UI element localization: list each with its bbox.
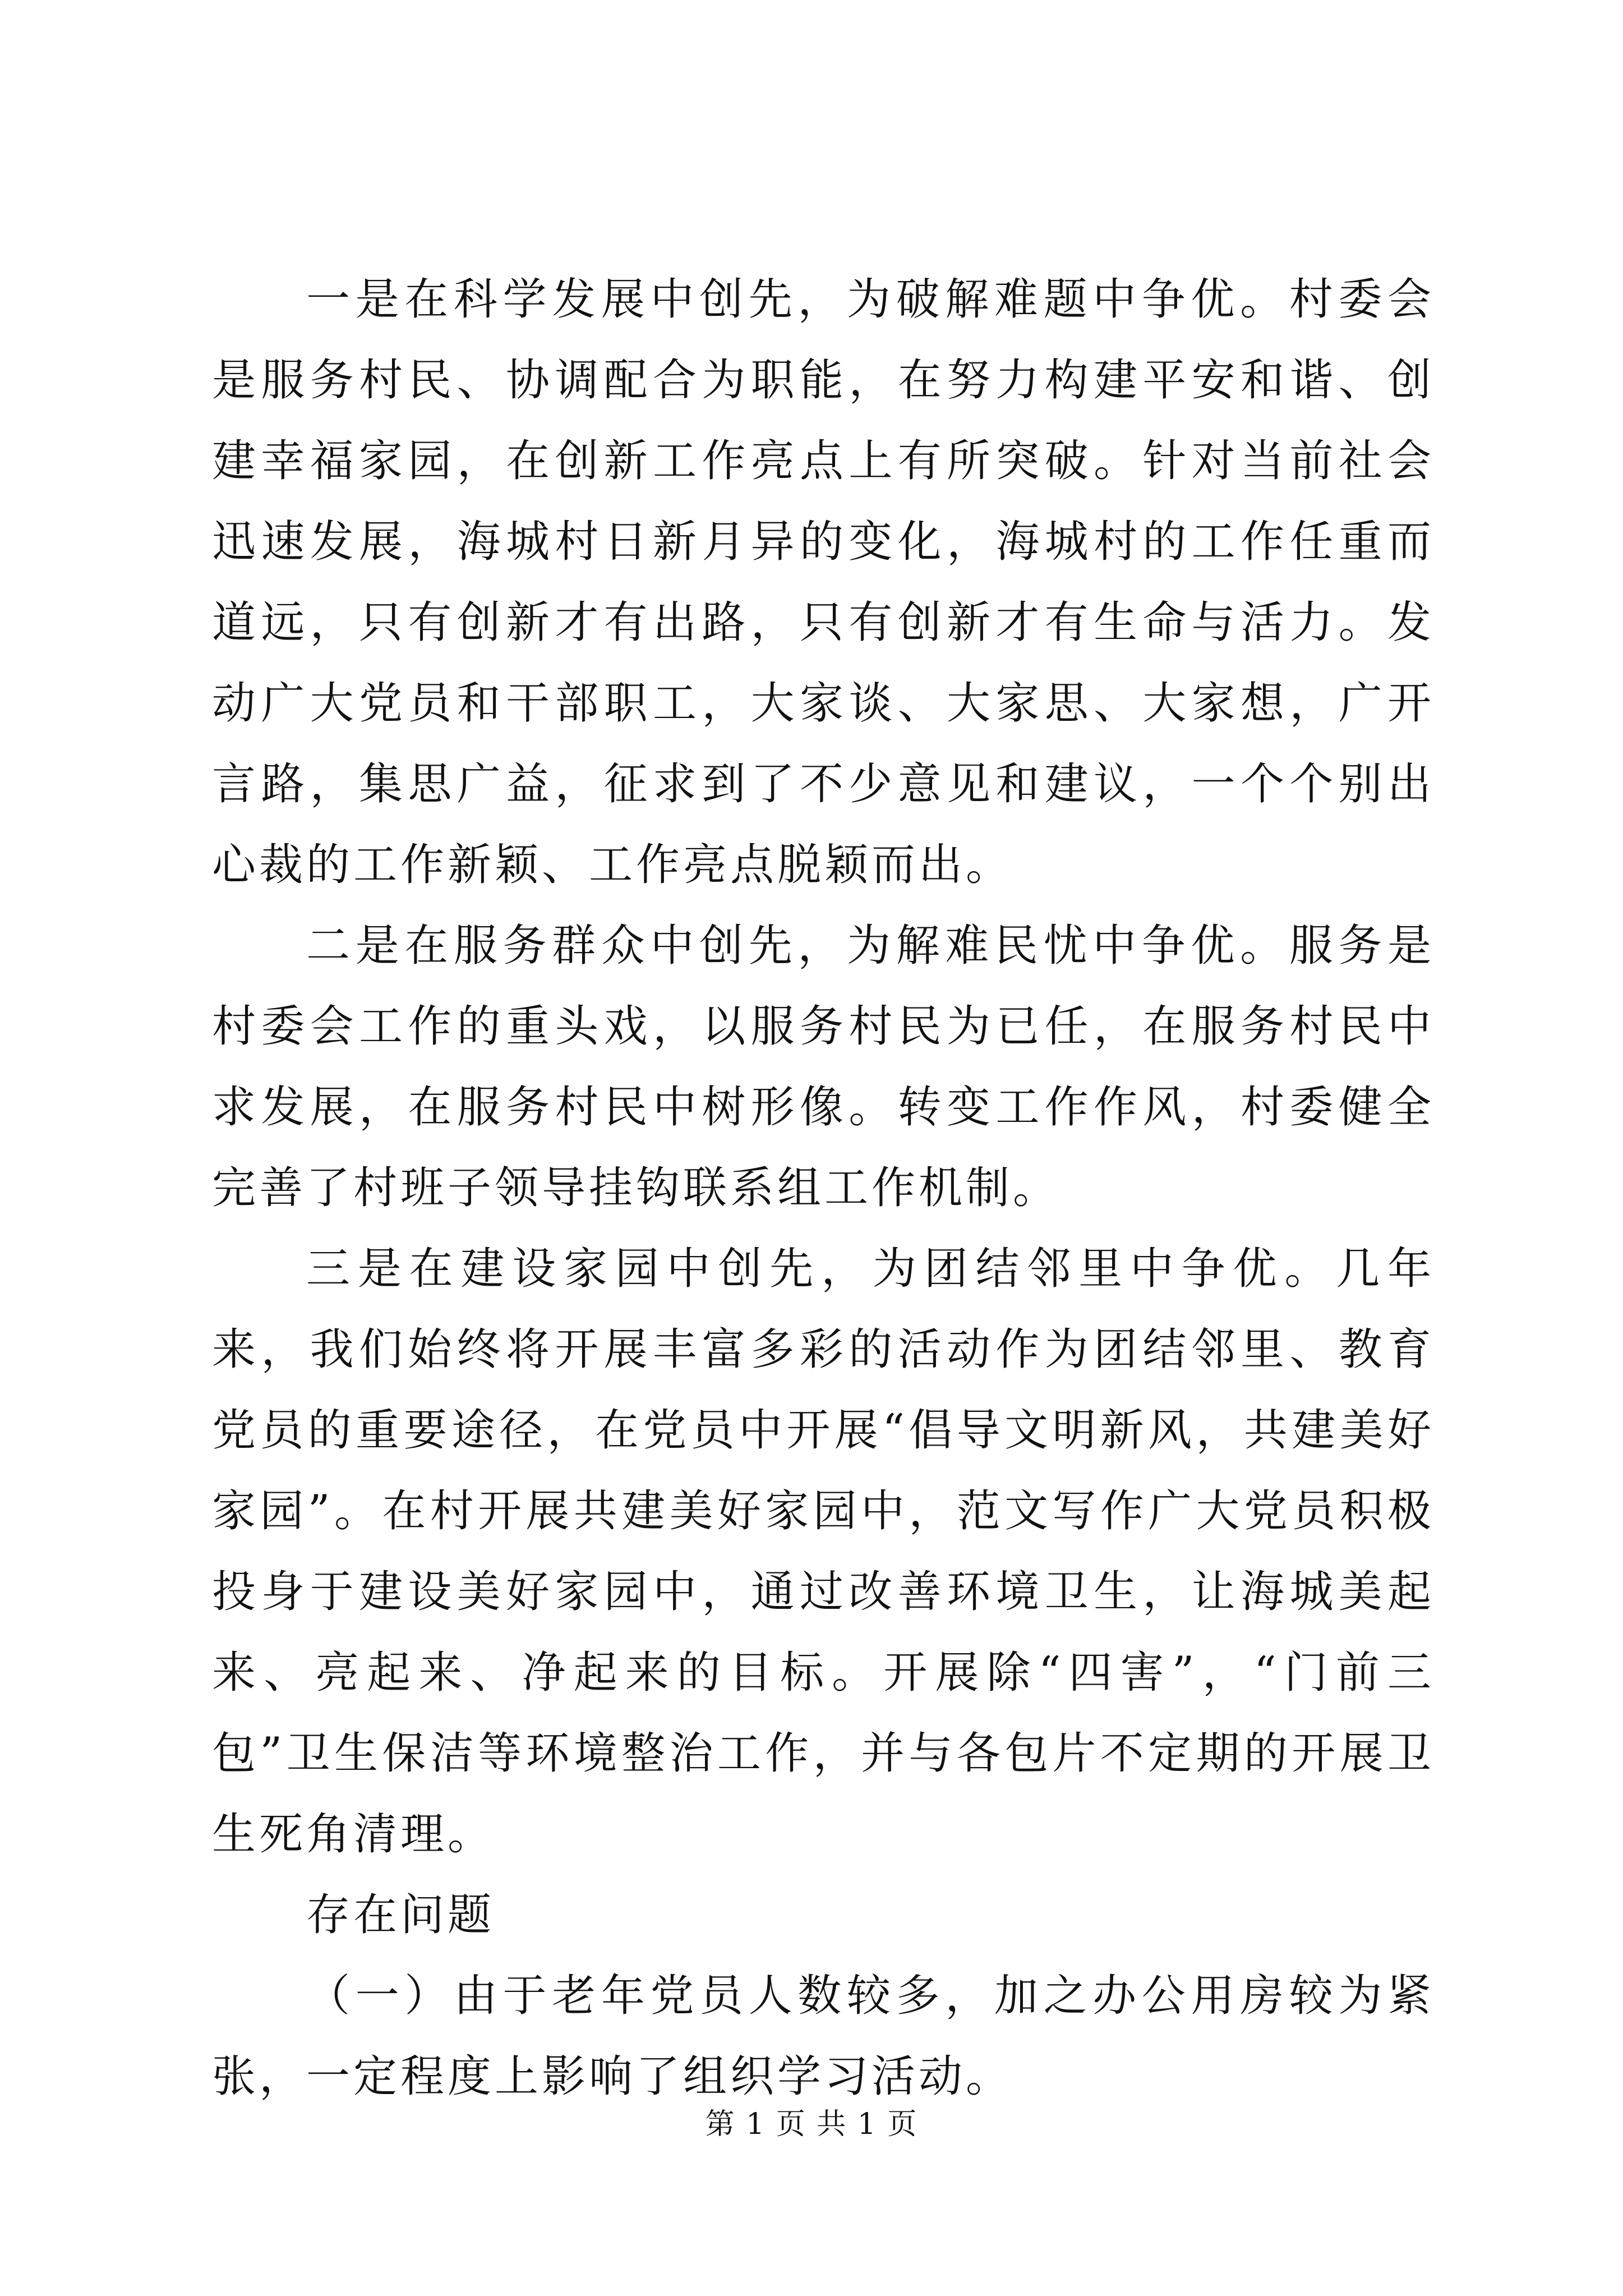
paragraph-community: 三是在建设家园中创先，为团结邻里中争优。几年来，我们始终将开展丰富多彩的活动作为团结邻里、教育党员的重要途径，在党员中开展“倡导文明新风，共建美好家园”。在村开展共建美好家园中，范文写作广大党员积极投身于建设美好家园中，通过改善环境卫生，让海城美起来、亮起来、净起来的目标。开展除“四害”，“门前三包”卫生保洁等环境整治工作，并与各包片不定期的开展卫生死角清理。 xyxy=(212,1244,1435,1860)
paragraph-innovation: 一是在科学发展中创先，为破解难题中争优。村委会是服务村民、协调配合为职能，在努力构建平安和谐、创建幸福家园，在创新工作亮点上有所突破。针对当前社会迅速发展，海城村日新月异的变化，海城村的工作任重而道远，只有创新才有出路，只有创新才有生命与活力。发动广大党员和干部职工，大家谈、大家思、大家想，广开言路，集思广益，征求到了不少意见和建议，一个个别出心裁的工作新颖、工作亮点脱颖而出。 xyxy=(212,274,1435,890)
section-heading-problems: 存在问题 xyxy=(306,1890,495,1940)
paragraph-problem-one: （一）由于老年党员人数较多，加之办公用房较为紧张，一定程度上影响了组织学习活动。 xyxy=(212,1971,1435,2102)
document-body xyxy=(212,259,1435,2117)
page-footer: 第 1 页 共 1 页 xyxy=(705,2108,918,2141)
paragraph-service: 二是在服务群众中创先，为解难民忧中争优。服务是村委会工作的重头戏，以服务村民为已任，在服务村民中求发展，在服务村民中树形像。转变工作作风，村委健全完善了村班子领导挂钩联系组工作机制。 xyxy=(212,921,1435,1213)
